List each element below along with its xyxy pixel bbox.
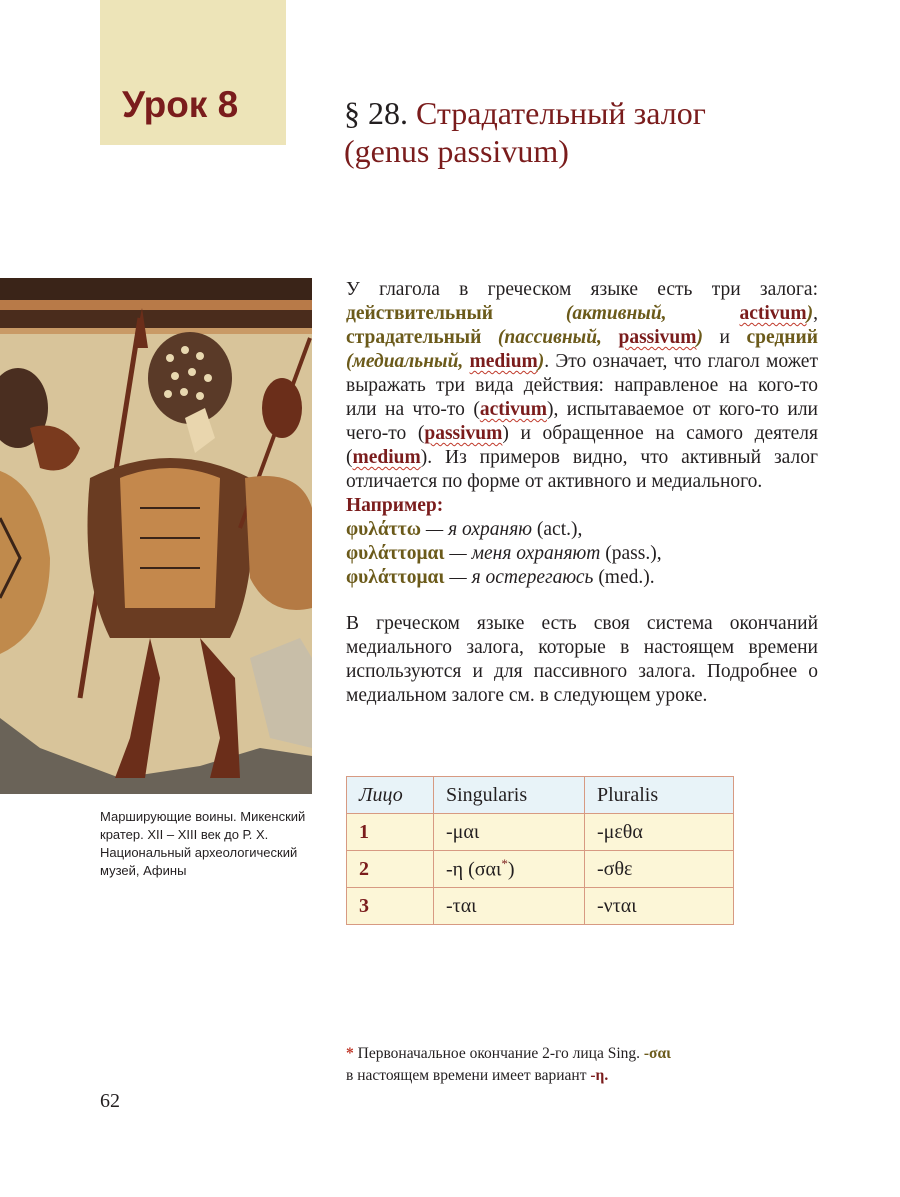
section-heading	[344, 94, 764, 170]
singular-cell	[434, 888, 585, 925]
latin-term: passivum	[618, 327, 697, 348]
example-line	[346, 518, 818, 542]
text-run: и	[703, 327, 747, 348]
col-header-pluralis: Pluralis	[585, 777, 734, 814]
latin-term: medium	[352, 447, 421, 468]
greek-word: φυλάττομαι	[346, 543, 445, 564]
example-tag: (med.).	[593, 567, 655, 588]
section-number: § 28.	[344, 95, 408, 131]
term-note: )	[696, 327, 704, 348]
text-run: У глагола в греческом языке есть три залога:	[346, 279, 818, 300]
text-run: . Это означает, что глагол может выражать три вида действия: направленое на кого-то или на что-то (	[346, 351, 818, 420]
term-note: )	[806, 303, 814, 324]
col-header-person: Лицо	[347, 777, 434, 814]
plural-cell: -μεθα	[585, 814, 734, 851]
footnote-star: *	[346, 1045, 354, 1062]
footnote-text: в настоящем времени имеет вариант	[346, 1067, 591, 1084]
latin-term: passivum	[424, 423, 503, 444]
person-cell: 3	[347, 888, 434, 925]
term-active: действительный	[346, 303, 493, 324]
page-number: 62	[100, 1090, 120, 1112]
footnote-marker: *	[501, 856, 508, 872]
table-header-row	[347, 777, 734, 814]
col-header-singularis: Singularis	[434, 777, 585, 814]
term-note: )	[537, 351, 545, 372]
latin-term: medium	[469, 351, 538, 372]
example-translation: я остерегаюсь	[471, 567, 594, 588]
vase-photo	[0, 278, 312, 794]
greek-word: φυλάττω	[346, 519, 421, 540]
example-line	[346, 566, 818, 590]
person-cell: 1	[347, 814, 434, 851]
greek-word: φυλάττομαι	[346, 567, 445, 588]
section-title: Страдательный залог (genus passivum)	[344, 95, 706, 169]
table-row	[347, 814, 734, 851]
text-run: ). Из примеров видно, что активный залог отличается по форме от активного и медиального.	[346, 447, 818, 492]
text-run: ), испытаваемое от кого-то или чего-то (	[346, 399, 818, 444]
endings-table	[346, 776, 734, 925]
person-cell: 2	[347, 851, 434, 888]
photo-caption: Марширующие воины. Микенский кратер. XII – XIII век до Р. Х. Национальный археологический музей, Афины	[100, 809, 306, 878]
term-passive: страдательный	[346, 327, 482, 348]
table-row	[347, 888, 734, 925]
example-dash: —	[420, 519, 449, 540]
main-text	[346, 278, 818, 708]
singular-ending: -μαι	[446, 820, 480, 843]
second-paragraph: В греческом языке есть своя система окончаний медиального залога, которые в настоящем времени используются и для пассивного залога. Подробнее о медиальном залоге см. в следующем уроке.	[346, 613, 818, 706]
footnote	[346, 1043, 766, 1087]
singular-ending: -ται	[446, 894, 477, 917]
singular-ending: -η (σαι	[446, 858, 502, 881]
footnote-ending: -η.	[590, 1067, 609, 1084]
example-translation: я охраняю	[448, 519, 533, 540]
plural-cell: -νται	[585, 888, 734, 925]
lesson-title: Урок 8	[122, 84, 239, 125]
example-tag: (act.),	[532, 519, 583, 540]
latin-term: activum	[739, 303, 807, 324]
example-translation: меня охраняют	[471, 543, 601, 564]
example-dash: —	[444, 543, 472, 564]
singular-ending-close: )	[507, 858, 515, 881]
text-run: ,	[813, 303, 818, 324]
example-line	[346, 542, 818, 566]
lesson-header-box	[100, 0, 286, 145]
term-note: (пассивный,	[481, 327, 619, 348]
singular-cell	[434, 814, 585, 851]
intro-paragraph	[346, 278, 818, 494]
term-middle: средний	[746, 327, 818, 348]
term-note: (активный,	[492, 303, 740, 324]
singular-cell	[434, 851, 585, 888]
plural-cell: -σθε	[585, 851, 734, 888]
text-run: ) и обращенное на самого деятеля (	[346, 423, 818, 468]
example-dash: —	[444, 567, 472, 588]
term-note: (медиальный,	[346, 351, 470, 372]
footnote-ending: -σαι	[643, 1045, 671, 1062]
example-tag: (pass.),	[600, 543, 662, 564]
footnote-text: Первоначальное окончание 2-го лица Sing.	[353, 1045, 644, 1062]
latin-term: activum	[479, 399, 547, 420]
table-row	[347, 851, 734, 888]
examples-heading: Например:	[346, 495, 444, 516]
